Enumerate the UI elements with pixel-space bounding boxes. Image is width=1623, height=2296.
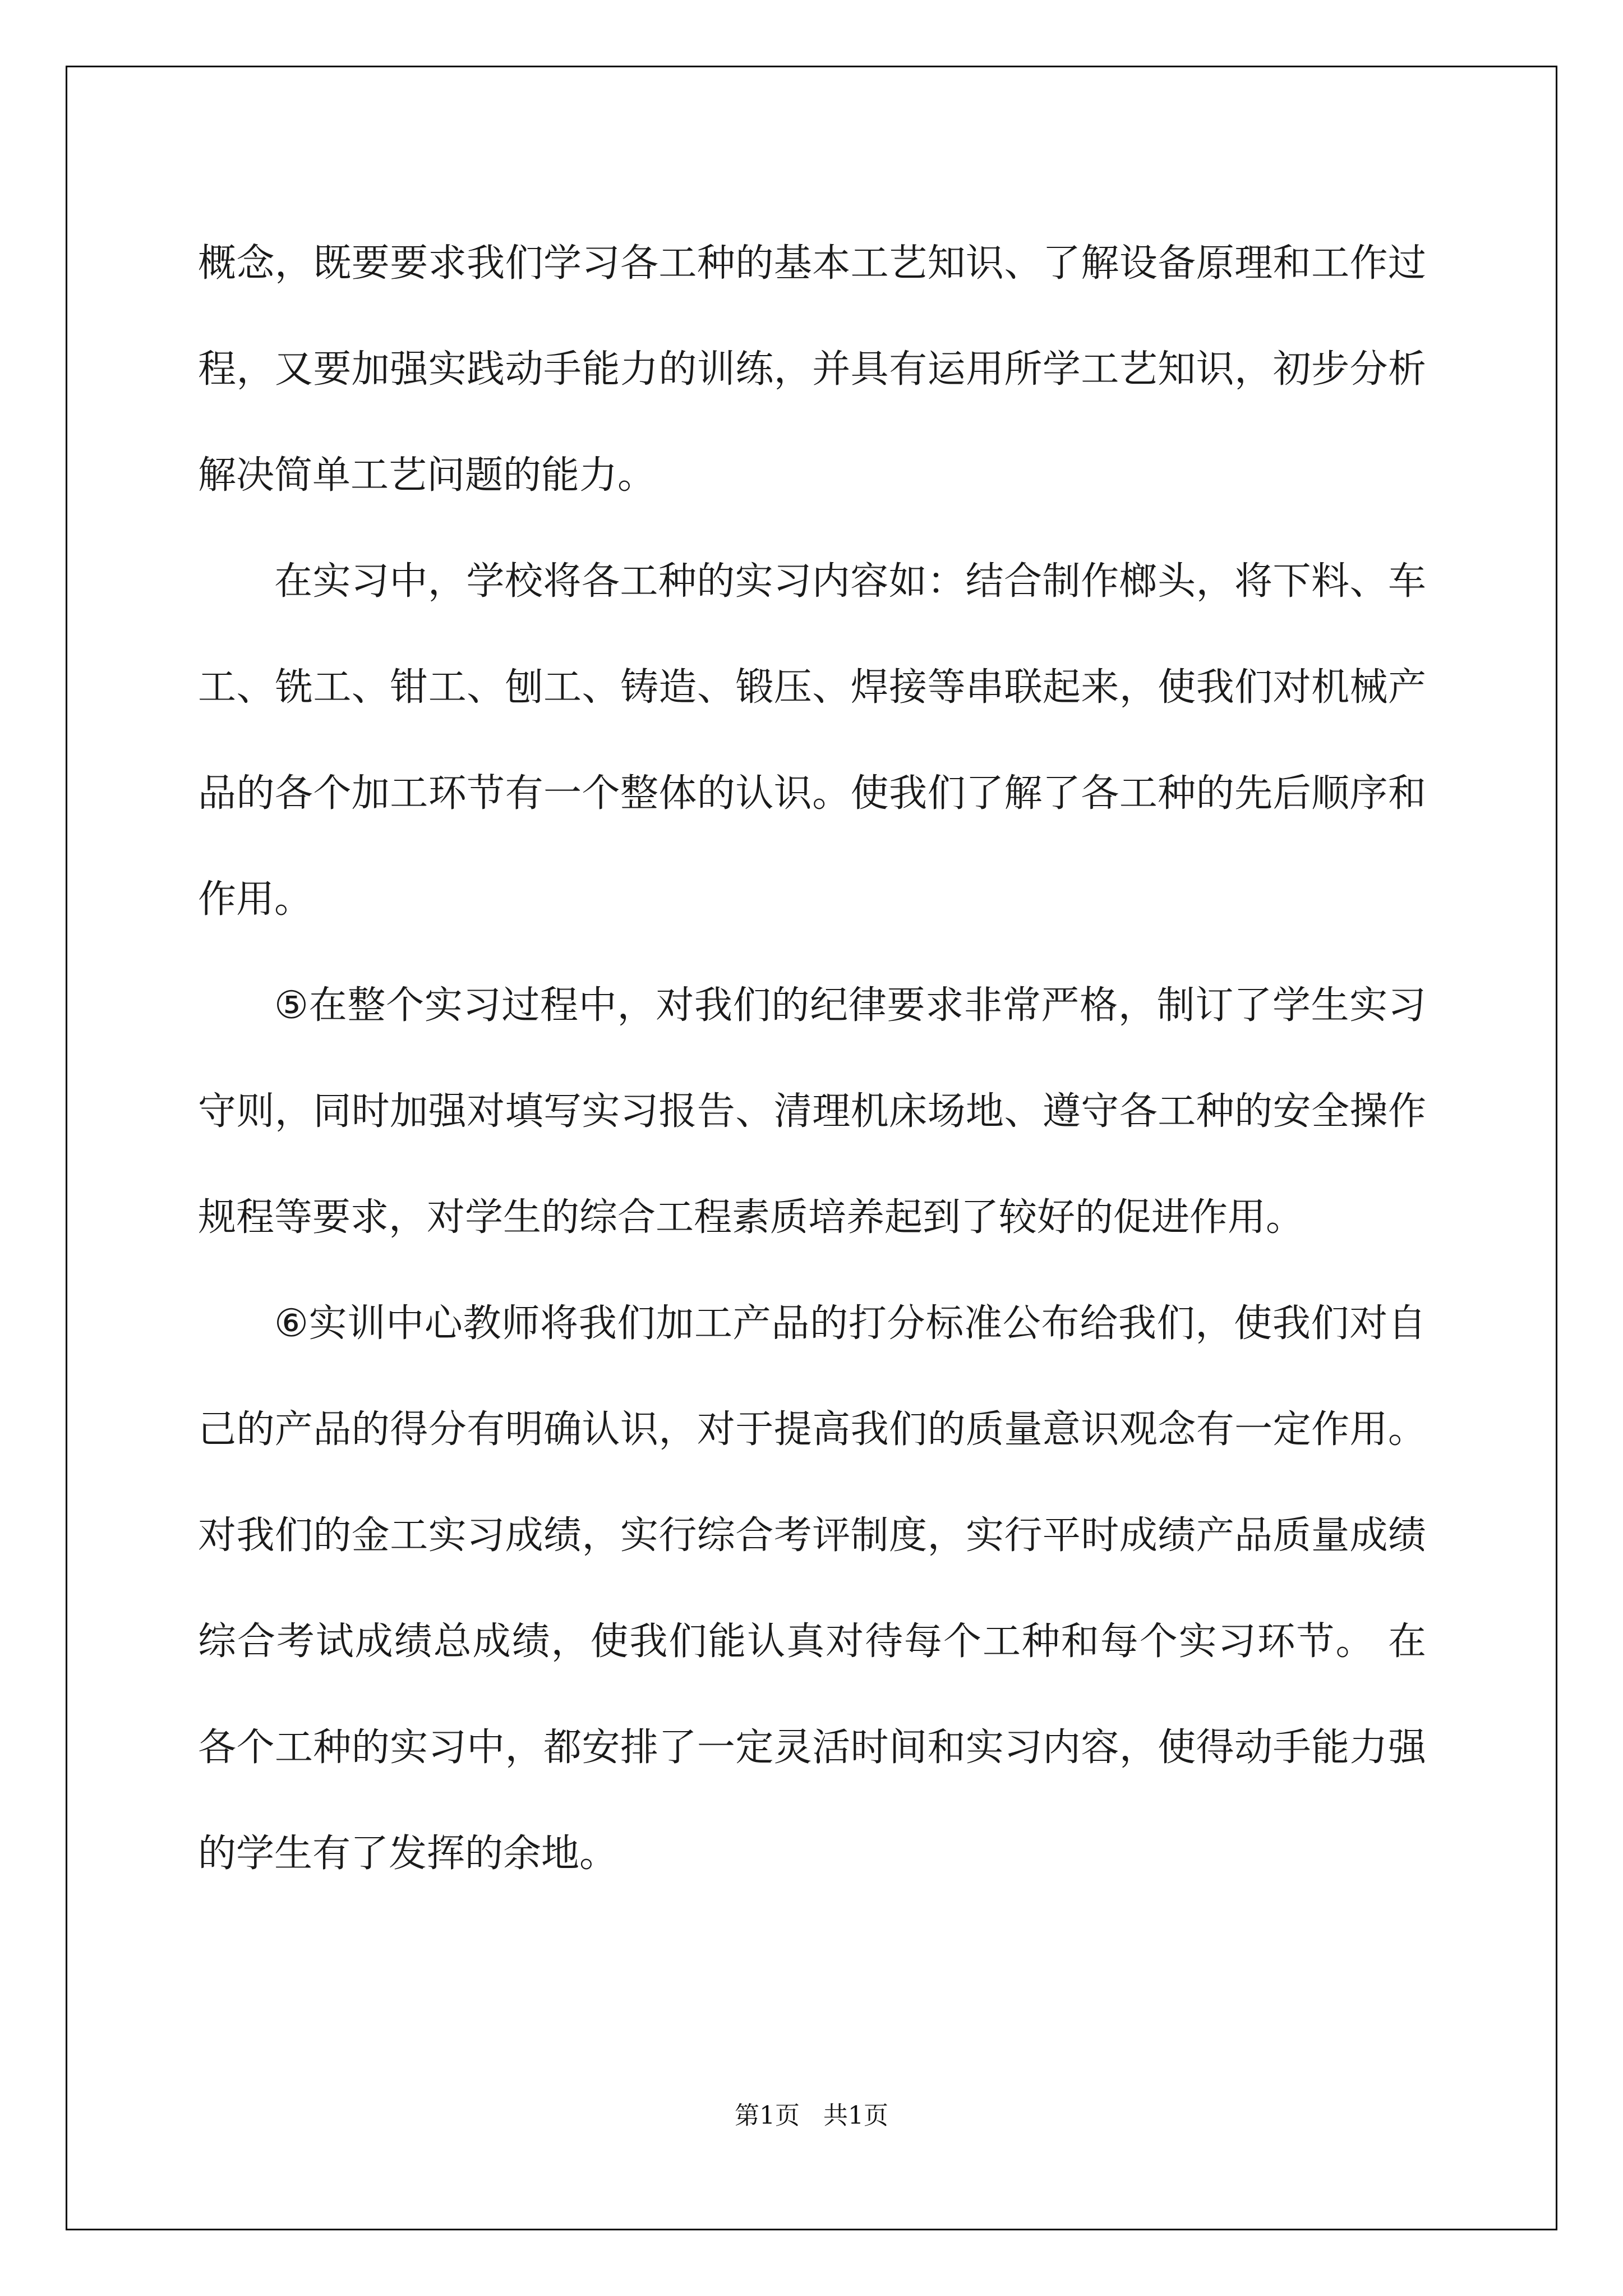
paragraph-2: 在实习中，学校将各工种的实习内容如：结合制作榔头，将下料、车工、铣工、钳工、刨工、铸造、锻压、焊接等串联起来，使我们对机械产品的各个加工环节有一个整体的认识。使我们了解了各工种的先后顺序和作用。 (198, 559, 1426, 922)
paragraph-3: ⑤在整个实习过程中，对我们的纪律要求非常严格，制订了学生实习守则，同时加强对填写实习报告、清理机床场地、遵守各工种的安全操作规程等要求，对学生的综合工程素质培养起到了较好的促进作用。 (198, 983, 1426, 1240)
page-number-footer: 第1页 共1页 (735, 2101, 888, 2130)
paragraph-4: ⑥实训中心教师将我们加工产品的打分标准公布给我们，使我们对自己的产品的得分有明确认识，对于提高我们的质量意识观念有一定作用。对我们的金工实习成绩，实行综合考评制度，实行平时成绩产品质量成绩综合考试成绩总成绩，使我们能认真对待每个工种和每个实习环节。 在各个工种的实习中，都安排了一定灵活时间和实习内容，使得动手能力强的学生有了发挥的余地。 (198, 1301, 1426, 1876)
paragraph-1: 概念，既要要求我们学习各工种的基本工艺知识、了解设备原理和工作过程，又要加强实践动手能力的训练，并具有运用所学工艺知识，初步分析解决简单工艺问题的能力。 (198, 241, 1426, 498)
document-body (198, 210, 1426, 1907)
